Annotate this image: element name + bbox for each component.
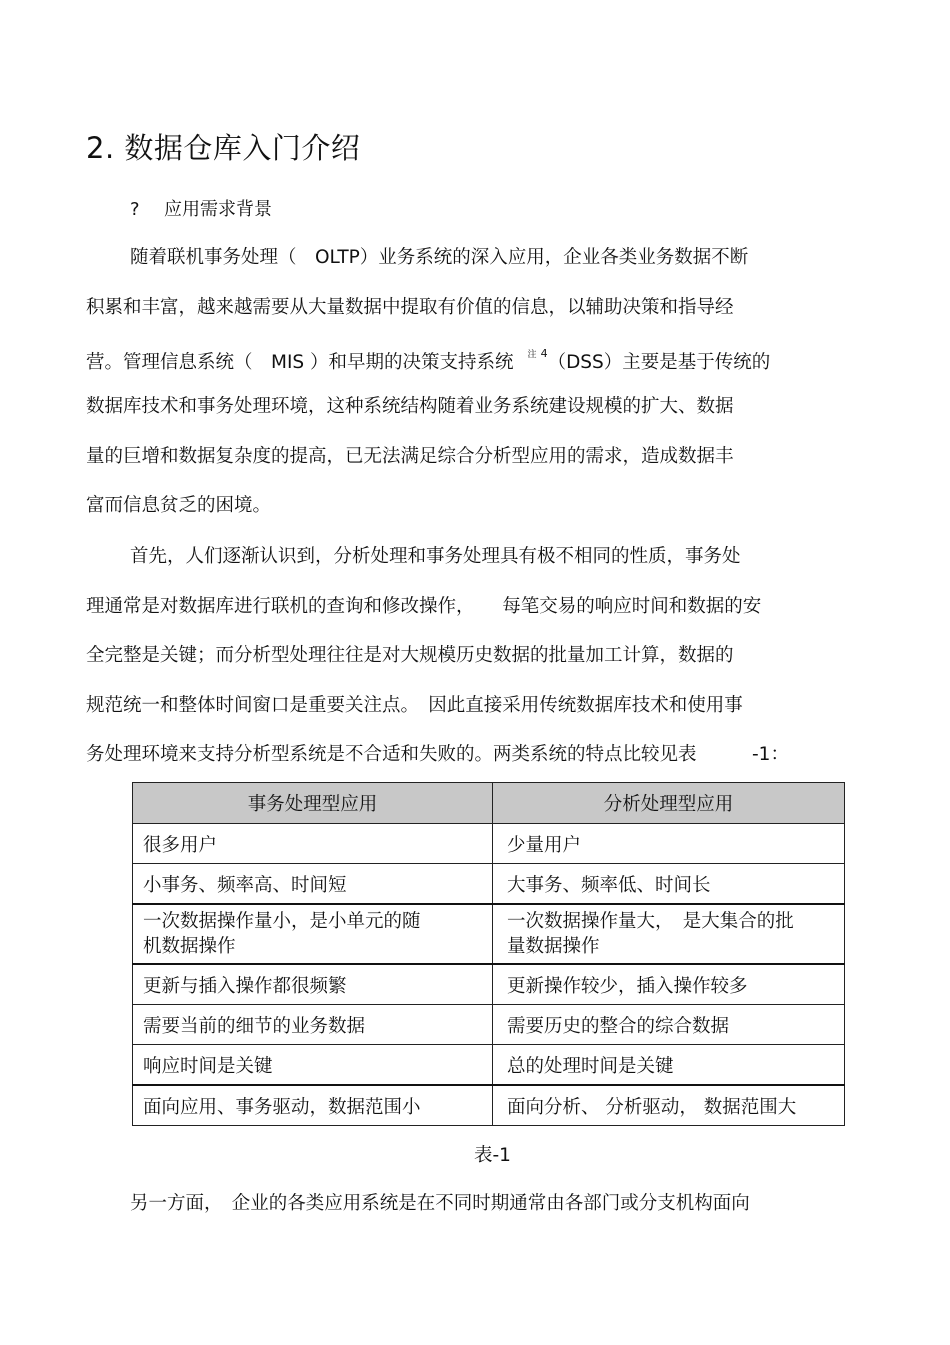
table-cell: 更新与插入操作都很频繁 [133, 964, 493, 1005]
paragraph-2-line-3: 全完整是关键；而分析型处理往往是对大规模历史数据的批量加工计算，数据的 [86, 645, 734, 666]
table-cell: 面向应用、事务驱动，数据范围小 [133, 1085, 493, 1126]
comparison-table-wrapper [132, 782, 844, 1126]
bullet-text: 应用需求背景 [164, 199, 272, 220]
footnote-mark: 注 4 [527, 347, 548, 360]
table-cell: 大事务、频率低、时间长 [493, 864, 845, 905]
paragraph-2-line-1: 首先，人们逐渐认识到，分析处理和事务处理具有极不相同的性质，事务处 [130, 546, 741, 567]
bullet-item [130, 196, 272, 224]
paragraph-1-line-3-tail: （DSS）主要是基于传统的 [547, 352, 771, 374]
section-heading: 2. 数据仓库入门介绍 [86, 131, 361, 165]
table-cell: 很多用户 [133, 824, 493, 864]
table-cell: 小事务、频率高、时间短 [133, 864, 493, 905]
paragraph-3-line-1: 另一方面， 企业的各类应用系统是在不同时期通常由各部门或分支机构面向 [130, 1193, 750, 1214]
table-cell: 一次数据操作量小，是小单元的随 机数据操作 [133, 904, 493, 964]
table-row [133, 1085, 845, 1126]
table-row [133, 904, 845, 964]
table-row [133, 1005, 845, 1045]
table-cell: 总的处理时间是关键 [493, 1045, 845, 1086]
paragraph-1-line-3 [86, 344, 770, 377]
paragraph-1-line-2: 积累和丰富，越来越需要从大量数据中提取有价值的信息，以辅助决策和指导经 [86, 297, 734, 318]
table-cell: 少量用户 [493, 824, 845, 864]
table-header-oltp: 事务处理型应用 [133, 783, 493, 824]
table-row [133, 1045, 845, 1086]
paragraph-1-line-1: 随着联机事务处理（ OLTP）业务系统的深入应用，企业各类业务数据不断 [130, 247, 749, 268]
table-cell: 更新操作较少，插入操作较多 [493, 964, 845, 1005]
table-row [133, 864, 845, 905]
paragraph-1-line-6: 富而信息贫乏的困境。 [86, 495, 272, 516]
paragraph-1-line-5: 量的巨增和数据复杂度的提高，已无法满足综合分析型应用的需求，造成数据丰 [86, 446, 734, 467]
table-cell: 一次数据操作量大， 是大集合的批 量数据操作 [493, 904, 845, 964]
table-row [133, 964, 845, 1005]
table-caption: 表-1 [474, 1145, 511, 1166]
table-header-row [133, 783, 845, 824]
paragraph-1-line-3-text: 营。管理信息系统（ MIS ）和早期的决策支持系统 [86, 352, 514, 374]
table-header-olap: 分析处理型应用 [493, 783, 845, 824]
paragraph-2-line-4: 规范统一和整体时间窗口是重要关注点。 因此直接采用传统数据库技术和使用事 [86, 695, 743, 716]
paragraph-1-line-4: 数据库技术和事务处理环境，这种系统结构随着业务系统建设规模的扩大、数据 [86, 396, 734, 417]
table-cell: 面向分析、 分析驱动， 数据范围大 [493, 1085, 845, 1126]
table-cell: 需要历史的整合的综合数据 [493, 1005, 845, 1045]
table-row [133, 824, 845, 864]
table-cell: 响应时间是关键 [133, 1045, 493, 1086]
table-cell: 需要当前的细节的业务数据 [133, 1005, 493, 1045]
paragraph-2-line-5: 务处理环境来支持分析型系统是不合适和失败的。两类系统的特点比较见表 -1： [86, 744, 789, 765]
comparison-table [132, 782, 845, 1126]
bullet-mark: ? [130, 199, 140, 220]
paragraph-2-line-2: 理通常是对数据库进行联机的查询和修改操作， 每笔交易的响应时间和数据的安 [86, 596, 762, 617]
